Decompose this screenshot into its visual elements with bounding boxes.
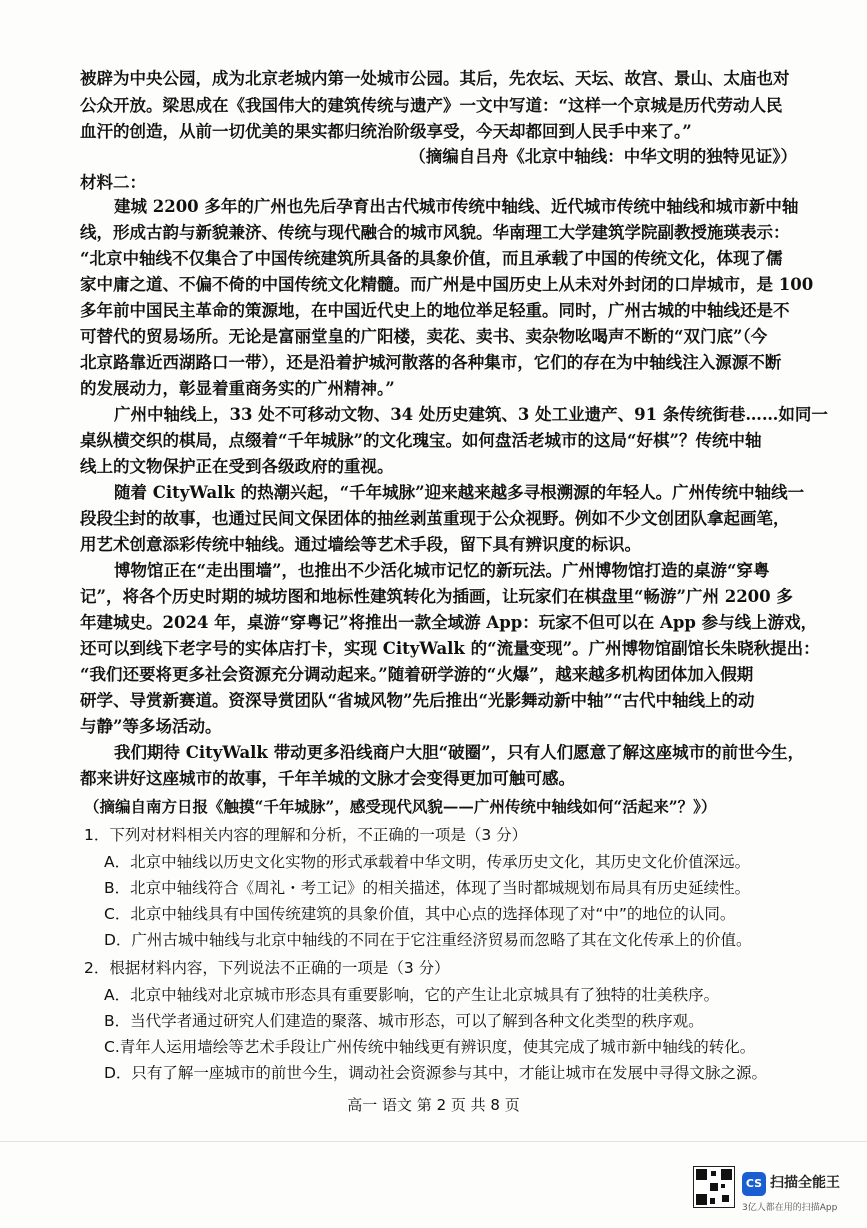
camscanner-tagline: 3亿人都在用的扫描App (742, 1203, 838, 1213)
text-line: 桌纵横交织的棋局，点缀着“千年城脉”的文化瑰宝。如何盘活老城市的这局“好棋”？传统中轴 (80, 431, 762, 450)
text-line: 记”，将各个历史时期的城坊图和地标性建筑转化为插画，让玩家们在棋盘里“畅游”广州 2200 多 (80, 587, 793, 606)
text-line: 随着 CityWalk 的热潮兴起，“千年城脉”迎来越来越多寻根溯源的年轻人。广州传统中轴线一 (114, 483, 805, 502)
text-line: 都来讲好这座城市的故事，千年羊城的文脉才会变得更加可触可感。 (80, 769, 575, 788)
text-line: 的发展动力，彰显着重商务实的广州精神。” (80, 379, 395, 398)
text-line: 段段尘封的故事，也通过民间文保团体的抽丝剥茧重现于公众视野。例如不少文创团队拿起画笔， (80, 509, 790, 528)
answer-option: A．北京中轴线以历史文化实物的形式承载着中华文明，传承历史文化，其历史文化价值深远。 (104, 853, 751, 871)
text-line: 家中庸之道、不偏不倚的中国传统文化精髓。而广州是中国历史上从未对外封闭的口岸城市，是 100 (80, 275, 814, 294)
text-line: 血汗的创造，从前一切优美的果实都归统治阶级享受，今天却都回到人民手中来了。” (80, 122, 692, 141)
text-line: 线，形成古韵与新貌兼济、传统与现代融合的城市风貌。华南理工大学建筑学院副教授施瑛表示： (80, 223, 790, 242)
text-line: 用艺术创意添彩传统中轴线。通过墙绘等艺术手段，留下具有辨识度的标识。 (80, 535, 641, 554)
text-line: 广州中轴线上，33 处不可移动文物、34 处历史建筑、3 处工业遗产、91 条传统街巷……如同一 (114, 405, 828, 424)
answer-option: D．只有了解一座城市的前世今生，调动社会资源参与其中，才能让城市在发展中寻得文脉之源。 (104, 1064, 767, 1082)
answer-option: C．北京中轴线具有中国传统建筑的具象价值，其中心点的选择体现了对“中”的地位的认同。 (104, 905, 736, 923)
camscanner-logo-icon: CS (742, 1172, 766, 1196)
text-line: 多年前中国民主革命的策源地，在中国近代史上的地位举足轻重。同时，广州古城的中轴线还是不 (80, 301, 790, 320)
text-line: 可替代的贸易场所。无论是富丽堂皇的广阳楼，卖花、卖书、卖杂物吆喝声不断的“双门底”（今 (80, 327, 768, 346)
divider (0, 1141, 867, 1142)
text-line: 还可以到线下老字号的实体店打卡，实现 CityWalk 的“流量变现”。广州博物馆副馆长朱晓秋提出： (80, 639, 820, 658)
answer-option: C.青年人运用墙绘等艺术手段让广州传统中轴线更有辨识度，使其完成了城市新中轴线的转化。 (104, 1038, 756, 1056)
camscanner-name: 扫描全能王 (770, 1175, 840, 1191)
page-footer: 高一 语文 第 2 页 共 8 页 (347, 1096, 520, 1114)
text-line: 年建城史。2024 年，桌游“穿粤记”将推出一款全域游 App：玩家不但可以在 App 参与线上游戏， (80, 613, 818, 632)
source-citation: （摘编自南方日报《触摸“千年城脉”，感受现代风貌——广州传统中轴线如何“活起来”？》） (84, 797, 717, 816)
text-line: 博物馆正在“走出围墙”，也推出不少活化城市记忆的新玩法。广州博物馆打造的桌游“穿粤 (114, 561, 770, 580)
answer-option: B．北京中轴线符合《周礼・考工记》的相关描述，体现了当时都城规划布局具有历史延续性。 (104, 879, 751, 897)
text-line: 线上的文物保护正在受到各级政府的重视。 (80, 457, 394, 476)
text-line: 公众开放。梁思成在《我国伟大的建筑传统与遗产》一文中写道：“这样一个京城是历代劳动人民 (80, 96, 783, 115)
section-title: 材料二： (80, 173, 146, 192)
text-line: 北京路靠近西湖路口一带），还是沿着护城河散落的各种集市，它们的存在为中轴线注入源源不断 (80, 353, 782, 372)
answer-option: D．广州古城中轴线与北京中轴线的不同在于它注重经济贸易而忽略了其在文化传承上的价值。 (104, 931, 752, 949)
answer-option: B．当代学者通过研究人们建造的聚落、城市形态，可以了解到各种文化类型的秩序观。 (104, 1012, 704, 1030)
question-stem: 1．下列对材料相关内容的理解和分析，不正确的一项是（3 分） (84, 826, 528, 844)
text-line: 被辟为中央公园，成为北京老城内第一处城市公园。其后，先农坛、天坛、故宫、景山、太庙也对 (80, 69, 790, 88)
text-line: “北京中轴线不仅集合了中国传统建筑所具备的具象价值，而且承载了中国的传统文化，体现了儒 (80, 249, 783, 268)
text-line: 与静”等多场活动。 (80, 717, 222, 736)
text-line: 我们期待 CityWalk 带动更多沿线商户大胆“破圈”，只有人们愿意了解这座城市的前世今生， (114, 743, 805, 762)
qr-code-icon (693, 1166, 735, 1208)
source-citation: （摘编自吕舟《北京中轴线：中华文明的独特见证》） (409, 147, 797, 166)
text-line: 建城 2200 多年的广州也先后孕育出古代城市传统中轴线、近代城市传统中轴线和城市新中轴 (114, 197, 799, 216)
text-line: “我们还要将更多社会资源充分调动起来。”随着研学游的“火爆”，越来越多机构团体加入假期 (80, 665, 754, 684)
answer-option: A．北京中轴线对北京城市形态具有重要影响，它的产生让北京城具有了独特的壮美秩序。 (104, 986, 720, 1004)
text-line: 研学、导赏新赛道。资深导赏团队“省城风物”先后推出“光影舞动新中轴”“古代中轴线上的动 (80, 691, 755, 710)
question-stem: 2．根据材料内容，下列说法不正确的一项是（3 分） (84, 959, 450, 977)
